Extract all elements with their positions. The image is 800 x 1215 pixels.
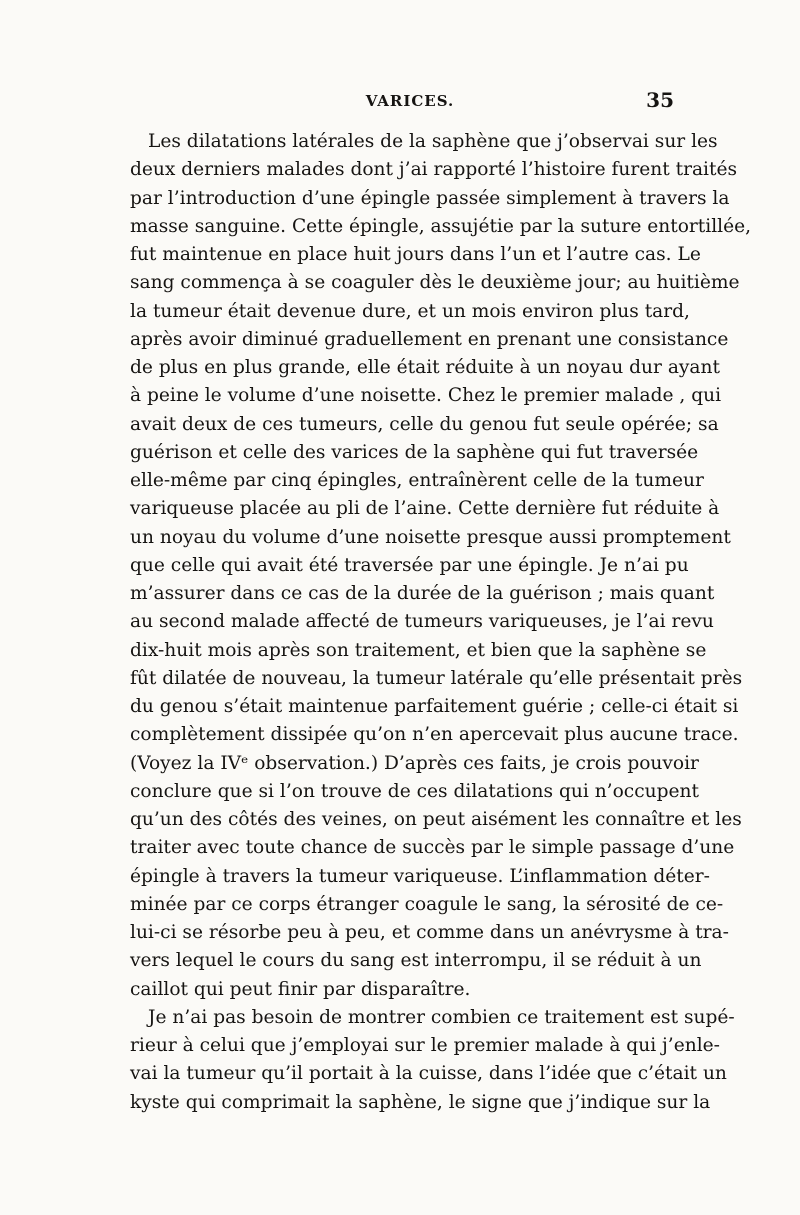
text-line: avait deux de ces tumeurs, celle du genou fut seule opérée; sa — [130, 413, 719, 435]
body-text — [130, 128, 752, 1117]
page-number: 35 — [646, 88, 674, 112]
text-line: variqueuse placée au pli de l’aine. Cette dernière fut réduite à — [130, 498, 720, 520]
text-line: du genou s’était maintenue parfaitement guérie ; celle-ci était si — [130, 696, 739, 717]
text-line: rieur à celui que j’employai sur le premier malade à qui j’enle- — [130, 1035, 720, 1056]
text-line: Je n’ai pas besoin de montrer combien ce traitement est supé- — [148, 1006, 735, 1028]
text-line: épingle à travers la tumeur variqueuse. L’inflammation déter- — [130, 865, 710, 887]
text-line: fût dilatée de nouveau, la tumeur latérale qu’elle présentait près — [130, 667, 743, 689]
running-title: VARICES. — [365, 92, 455, 110]
text-line: conclure que si l’on trouve de ces dilatations qui n’occupent — [130, 780, 699, 802]
text-line: masse sanguine. Cette épingle, assujétie par la suture entortillée, — [130, 215, 752, 237]
text-line: par l’introduction d’une épingle passée simplement à travers la — [130, 187, 730, 209]
text-line: que celle qui avait été traversée par une épingle. Je n’ai pu — [130, 554, 689, 576]
text-line: après avoir diminué graduellement en prenant une consistance — [130, 328, 729, 350]
text-line: Les dilatations latérales de la saphène que j’observai sur les — [148, 131, 718, 152]
text-line: un noyau du volume d’une noisette presque aussi promptement — [130, 526, 731, 548]
text-line: à peine le volume d’une noisette. Chez le premier malade , qui — [130, 385, 722, 407]
text-line: fut maintenue en place huit jours dans l’un et l’autre cas. Le — [130, 244, 701, 265]
text-line: (Voyez la IVᵉ observation.) D’après ces faits, je crois pouvoir — [130, 752, 699, 774]
text-line: m’assurer dans ce cas de la durée de la guérison ; mais quant — [130, 583, 715, 604]
text-line: de plus en plus grande, elle était réduite à un noyau dur ayant — [130, 357, 720, 378]
text-line: traiter avec toute chance de succès par le simple passage d’une — [130, 837, 735, 859]
text-line: kyste qui comprimait la saphène, le signe que j’indique sur la — [130, 1091, 711, 1113]
text-line: complètement dissipée qu’on n’en apercevait plus aucune trace. — [130, 724, 739, 746]
text-line: vai la tumeur qu’il portait à la cuisse, dans l’idée que c’était un — [130, 1063, 727, 1085]
text-line: sang commença à se coaguler dès le deuxième jour; au huitième — [130, 272, 740, 294]
text-line: dix-huit mois après son traitement, et bien que la saphène se — [130, 639, 707, 661]
text-line: la tumeur était devenue dure, et un mois environ plus tard, — [130, 300, 690, 322]
text-line: vers lequel le cours du sang est interrompu, il se réduit à un — [130, 950, 702, 972]
text-line: caillot qui peut finir par disparaître. — [130, 978, 471, 1000]
text-line: deux derniers malades dont j’ai rapporté l’histoire furent traités — [130, 159, 738, 181]
text-line: qu’un des côtés des veines, on peut aisément les connaître et les — [130, 809, 742, 830]
text-line: lui-ci se résorbe peu à peu, et comme dans un anévrysme à tra- — [130, 922, 729, 943]
text-line: minée par ce corps étranger coagule le sang, la sérosité de ce- — [130, 893, 724, 915]
text-line: guérison et celle des varices de la saphène qui fut traversée — [130, 441, 699, 463]
text-line: elle-même par cinq épingles, entraînèrent celle de la tumeur — [130, 470, 704, 491]
text-line: au second malade affecté de tumeurs variqueuses, je l’ai revu — [130, 611, 714, 633]
